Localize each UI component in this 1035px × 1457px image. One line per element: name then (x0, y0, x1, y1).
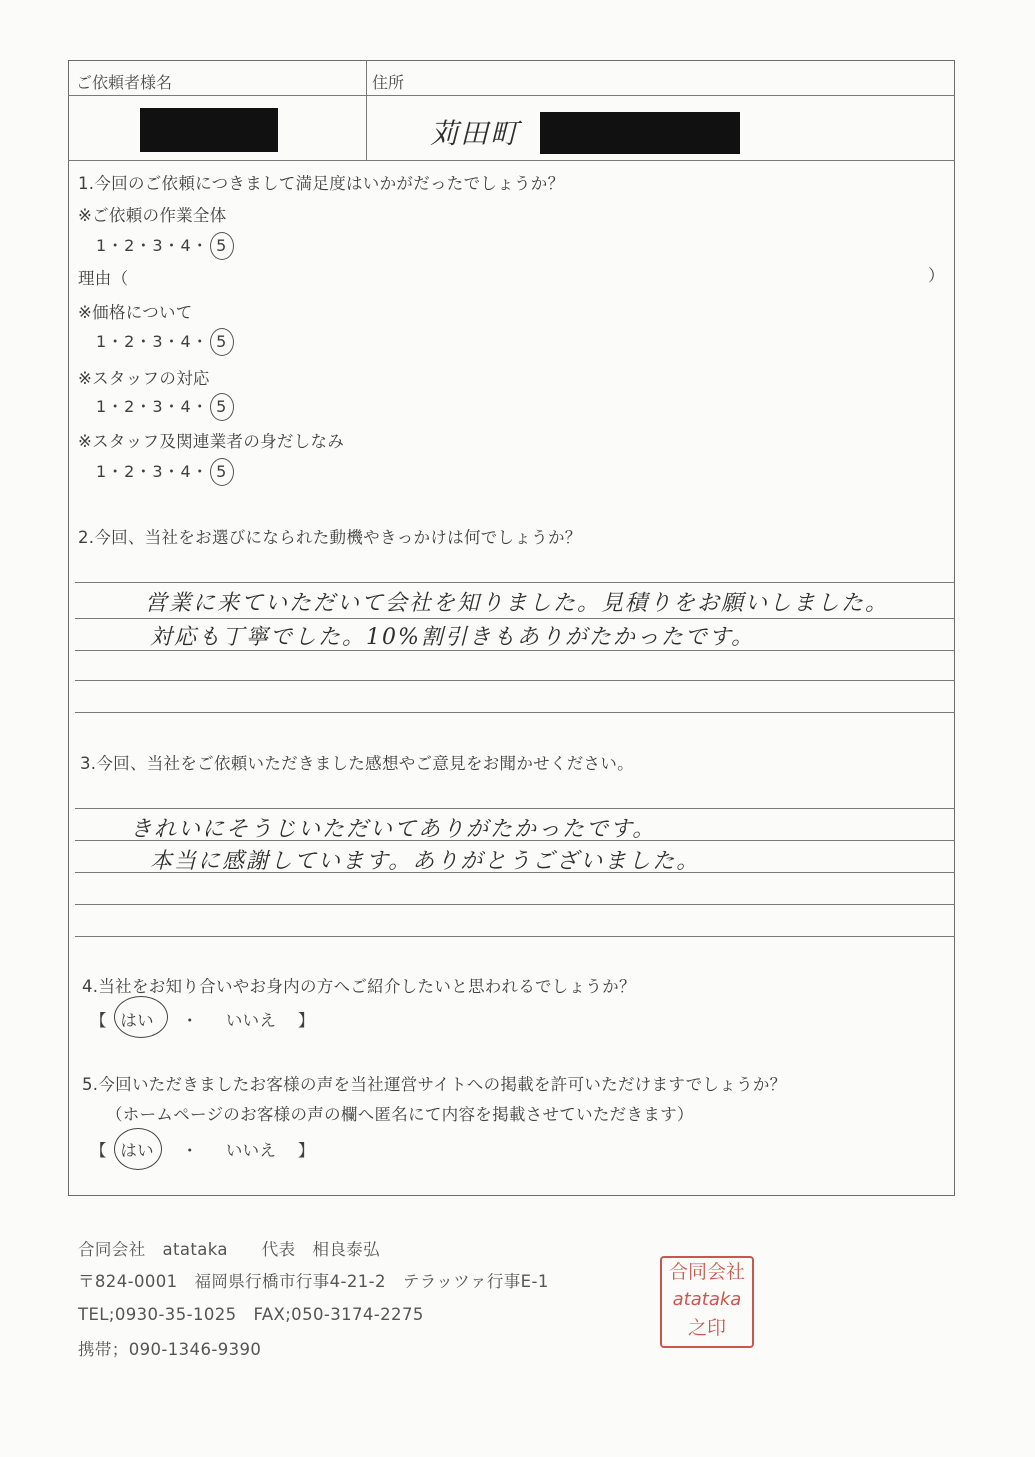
q2-line (75, 680, 955, 681)
client-name-redaction (140, 108, 278, 152)
q4-yes-option[interactable]: はい (120, 1011, 154, 1030)
q5-yes-option[interactable]: はい (120, 1141, 154, 1160)
q1-item-overall-scale (96, 232, 234, 260)
q5-yes-circle (114, 1128, 162, 1170)
q4-yes-circle (114, 996, 168, 1038)
q3-answer-line-2: 本当に感謝しています。ありがとうございました。 (150, 849, 701, 874)
q1-item-price-scale (96, 328, 234, 356)
q1-reason-close: ） (928, 266, 945, 285)
q5-no-option[interactable]: いいえ (225, 1141, 277, 1160)
address-value: 苅田町 (430, 117, 521, 150)
q1-reason-open: 理由（ (78, 269, 129, 288)
header-divider (68, 95, 955, 96)
bracket-close: 】 (297, 1141, 315, 1160)
q1-item-price-label: ※価格について (78, 303, 193, 322)
q1-item-overall-label: ※ご依頼の作業全体 (78, 206, 227, 225)
option-separator: ・ (181, 1011, 199, 1030)
q2-title: 2.今回、当社をお選びになられた動機やきっかけは何でしょうか？ (78, 528, 582, 547)
q1-item-appearance-scale (96, 458, 234, 486)
footer-company: 合同会社 atataka 代表 相良泰弘 (78, 1240, 381, 1259)
q1-item-appearance-label: ※スタッフ及関連業者の身だしなみ (78, 432, 345, 451)
address-redaction (540, 112, 740, 154)
q2-line (75, 712, 955, 713)
footer-phone: TEL;0930-35-1025 FAX;050-3174-2275 (78, 1305, 424, 1324)
selected-rating: 5 (210, 328, 234, 356)
q4-no-option[interactable]: いいえ (225, 1011, 277, 1030)
q2-answer-line-2: 対応も丁寧でした。10%割引きもありがたかったです。 (150, 625, 756, 650)
header-column-divider (366, 60, 367, 160)
option-separator: ・ (181, 1141, 199, 1160)
bracket-close: 】 (297, 1011, 315, 1030)
q5-note: （ホームページのお客様の声の欄へ匿名にて内容を掲載させていただきます） (106, 1105, 694, 1124)
bracket-open: 【 (90, 1011, 107, 1030)
scale-options: 1・2・3・4・ (96, 332, 209, 351)
q2-line (75, 582, 955, 583)
q1-item-staff-label: ※スタッフの対応 (78, 369, 210, 388)
company-seal-stamp (660, 1256, 754, 1348)
address-label: 住所 (372, 73, 405, 92)
q3-answer-line-1: きれいにそうじいただいてありがたかったです。 (130, 817, 657, 842)
stamp-line-2: atataka (672, 1289, 742, 1310)
stamp-line-1: 合同会社 (668, 1261, 745, 1283)
q5-title: 5.今回いただきましたお客様の声を当社運営サイトへの掲載を許可いただけますでしょうか？ (82, 1075, 787, 1094)
q2-line (75, 618, 955, 619)
q1-title: 1.今回のご依頼につきまして満足度はいかがだったでしょうか？ (78, 174, 565, 193)
footer-address: 〒824-0001 福岡県行橋市行事4-21-2 テラッツァ行事E-1 (78, 1272, 549, 1291)
q3-title: 3.今回、当社をご依頼いただきました感想やご意見をお聞かせください。 (80, 754, 634, 773)
q2-answer-line-1: 営業に来ていただいて会社を知りました。見積りをお願いしました。 (145, 591, 890, 616)
q3-line (75, 936, 955, 937)
q3-line (75, 808, 955, 809)
header-bottom-divider (68, 160, 955, 161)
q3-line (75, 904, 955, 905)
selected-rating: 5 (210, 458, 234, 486)
q4-title: 4.当社をお知り合いやお身内の方へご紹介したいと思われるでしょうか？ (82, 977, 636, 996)
scale-options: 1・2・3・4・ (96, 462, 209, 481)
footer-mobile: 携帯；090-1346-9390 (78, 1340, 262, 1359)
selected-rating: 5 (210, 393, 234, 421)
scale-options: 1・2・3・4・ (96, 397, 209, 416)
stamp-line-3: 之印 (687, 1317, 726, 1339)
scale-options: 1・2・3・4・ (96, 236, 209, 255)
q1-item-staff-scale (96, 393, 234, 421)
bracket-open: 【 (90, 1141, 107, 1160)
client-name-label: ご依頼者様名 (76, 73, 173, 92)
selected-rating: 5 (210, 232, 234, 260)
